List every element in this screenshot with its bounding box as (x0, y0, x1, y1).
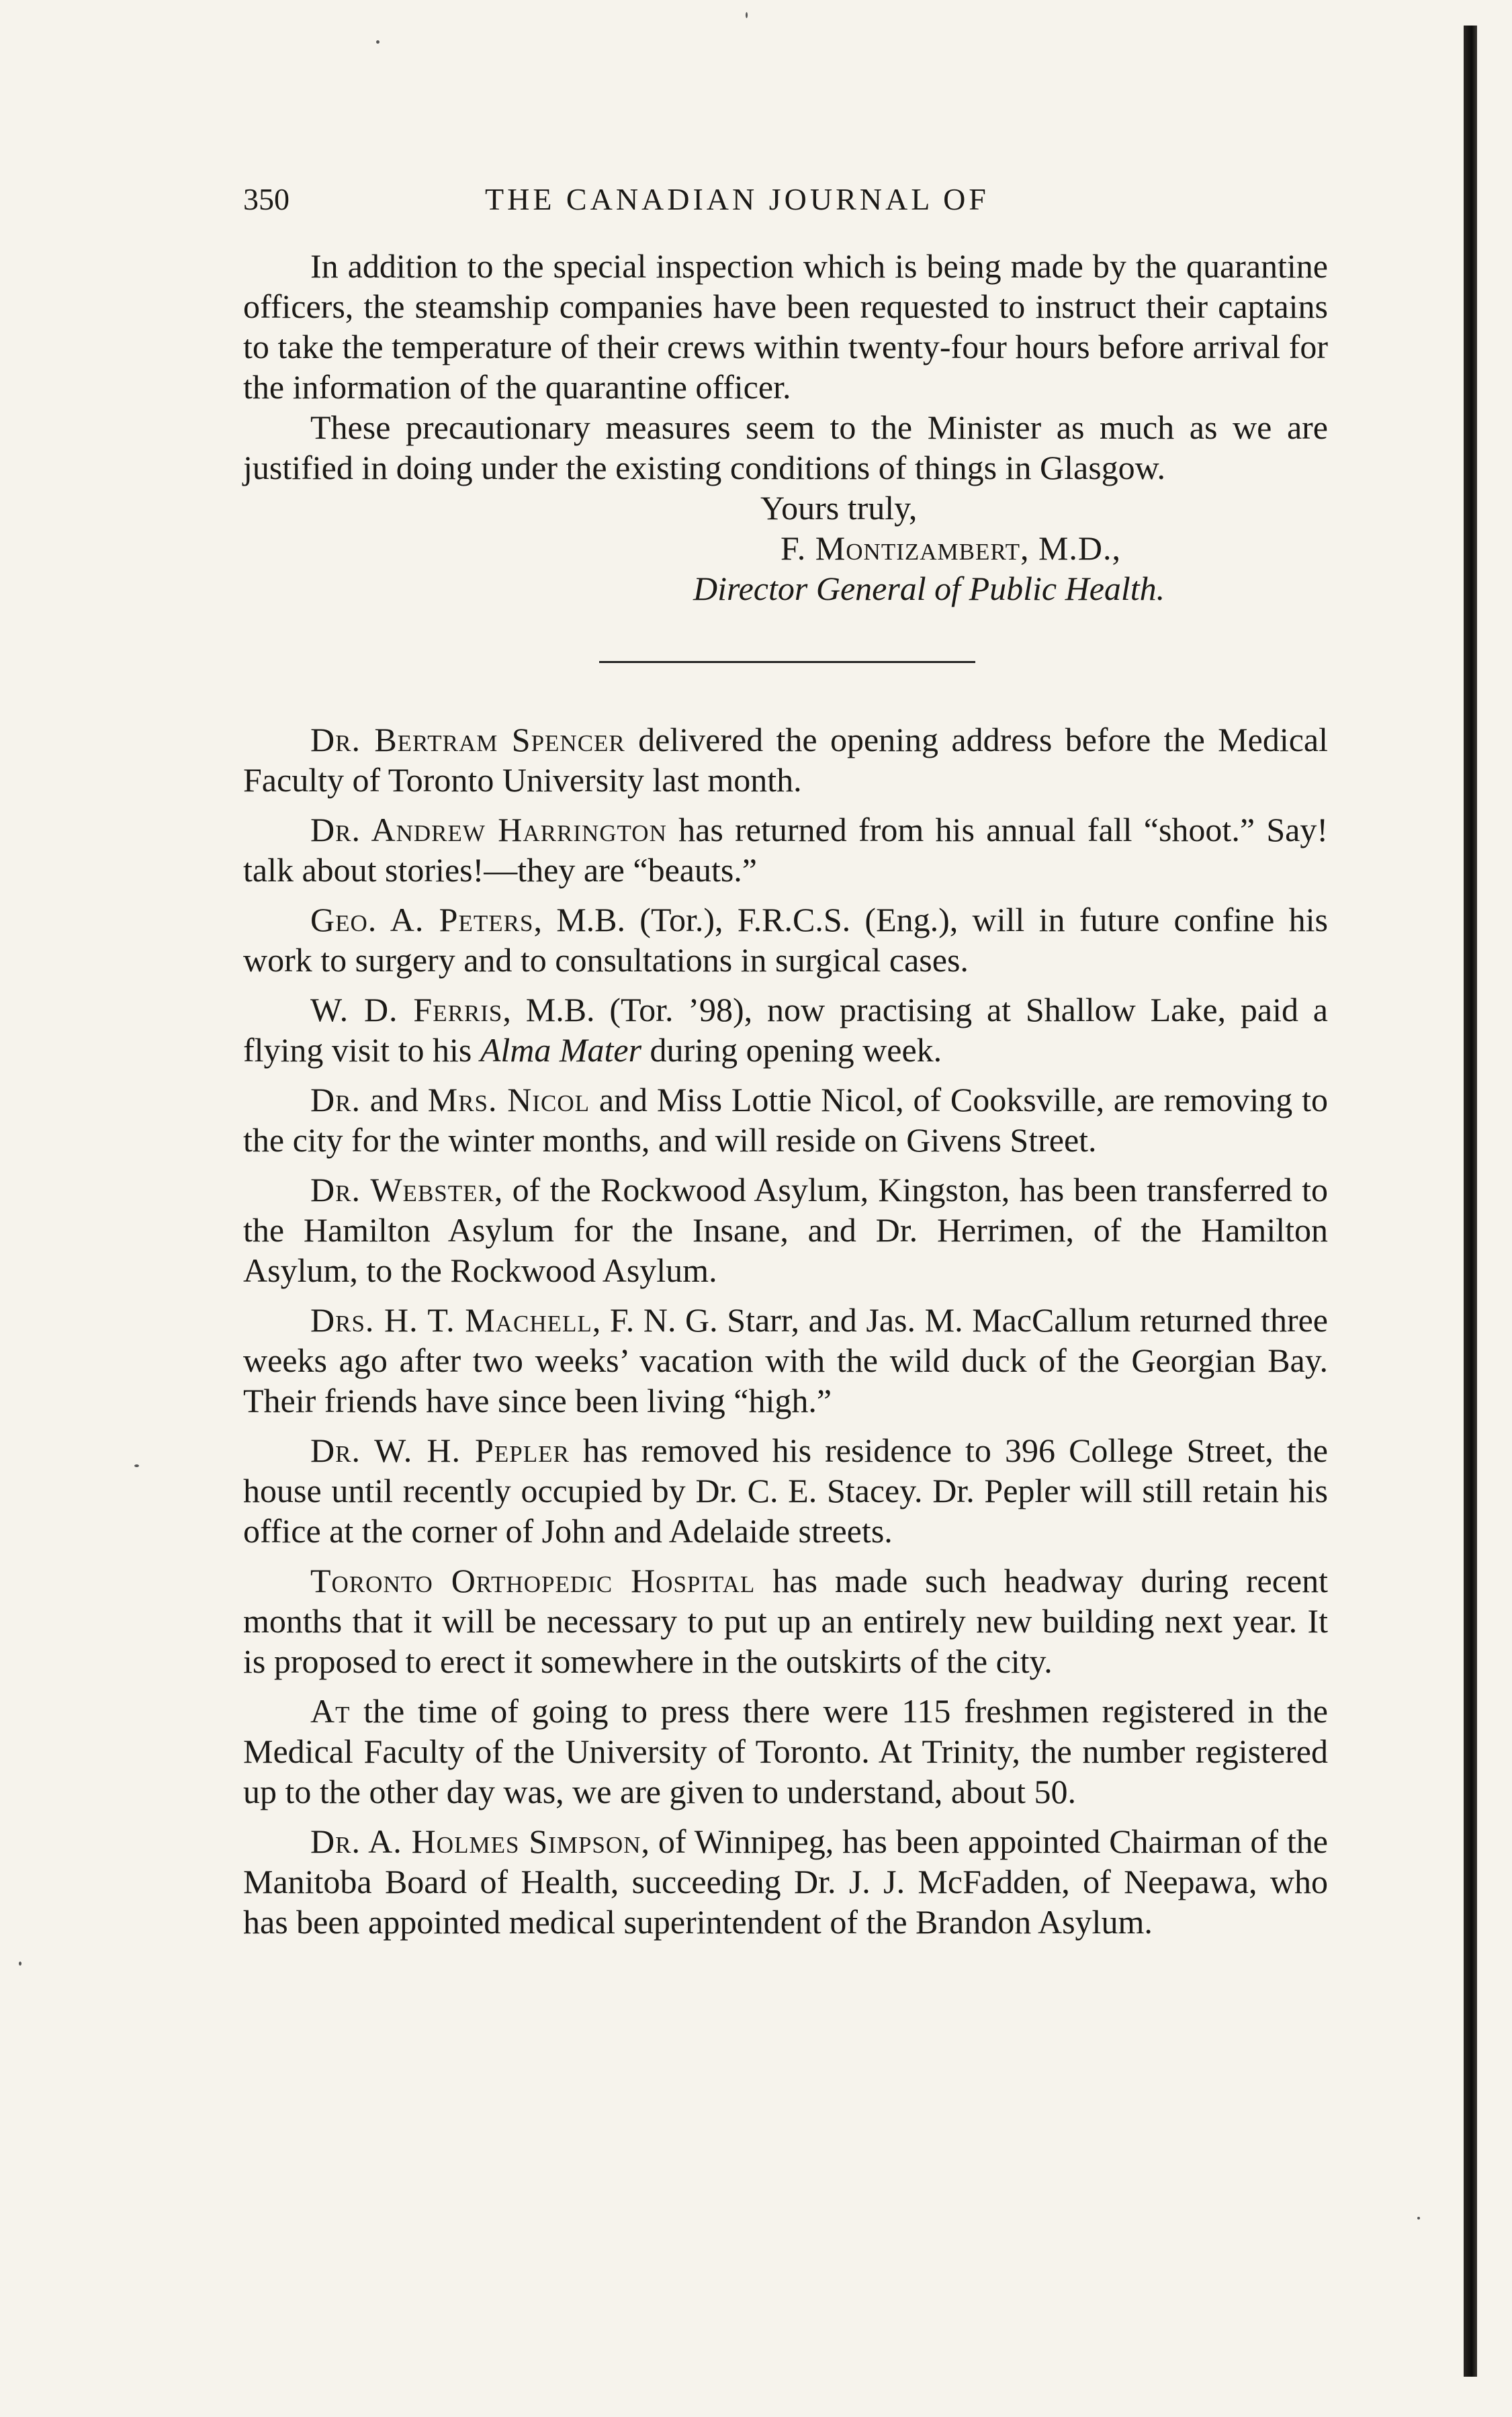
news-item (243, 1430, 1328, 1551)
scan-speck (19, 1962, 21, 1966)
news-item-lead: Toronto Orthopedic Hospital (310, 1562, 756, 1599)
news-item (243, 899, 1328, 980)
news-item-lead: Dr. Webster (310, 1171, 494, 1208)
news-item-text: , of the Rockwood Asylum, Kingston, has been transferred to the Hamilton Asylum for the Insane, and Dr. Herrimen, of the Hamilton Asylum, to the Rockwood Asylum. (243, 1171, 1328, 1289)
page-number: 350 (243, 182, 290, 216)
news-item-text: , M.B. (Tor. ’98), now practising at Shallow Lake, paid a flying visit to his (243, 991, 1328, 1069)
news-item (243, 1821, 1328, 1942)
news-item-text: the time of going to press there were 115 freshmen registered in the Medical Faculty of the University of Toronto. At Trinity, the number registered up to the other day was, we are given to understand, about 50. (243, 1692, 1328, 1810)
scan-speck (1417, 2217, 1420, 2220)
news-item-lead: Drs. H. T. Machell (310, 1301, 592, 1339)
news-item-tail: and Miss Lottie Nicol, of Cooksville, are removing to the city for the winter months, and will reside on Givens Street. (243, 1081, 1328, 1159)
letter-closing: Yours truly, (760, 489, 918, 527)
news-item-text: , F. N. G. Starr, and Jas. M. MacCallum returned three weeks ago after two weeks’ vacation with the wild duck of the Georgian Bay. Their friends have since been living “high.” (243, 1301, 1328, 1419)
news-item (243, 1080, 1328, 1160)
news-item-lead: Dr. A. Holmes Simpson (310, 1822, 641, 1860)
news-item (243, 1561, 1328, 1681)
news-item (243, 809, 1328, 890)
page-header (243, 181, 1328, 235)
news-item-text: , M.B. (Tor.), F.R.C.S. (Eng.), will in future confine his work to surgery and to consultations in surgical cases. (243, 901, 1328, 979)
news-item-lead: Dr. Bertram Spencer (310, 721, 625, 758)
scan-speck (134, 1464, 139, 1467)
news-items (243, 719, 1328, 1942)
news-item (243, 1691, 1328, 1812)
news-item-lead: W. D. Ferris (310, 991, 503, 1028)
news-item (243, 1170, 1328, 1290)
letter-paragraph: In addition to the special inspection which is being made by the quarantine officers, the steamship companies have been requested to instruct their captains to take the temperature of their crews within twenty-four hours before arrival for the information of the quarantine officer. (243, 247, 1328, 406)
section-divider (599, 661, 975, 663)
news-item-text: has returned from his annual fall “shoot.” Say! talk about stories!—they are “beauts.” (243, 811, 1328, 889)
news-item (243, 990, 1328, 1070)
news-item-text: has removed his residence to 396 College Street, the house until recently occupied by Dr. C. E. Stacey. Dr. Pepler will still retain his office at the corner of John and Adelaide streets. (243, 1432, 1328, 1550)
scan-speck (376, 40, 380, 44)
news-item-lead: At (310, 1692, 351, 1730)
scan-speck (746, 12, 748, 18)
news-item-lead: Dr. Andrew Harrington (310, 811, 667, 848)
news-item-lead-secondary: Mrs. Nicol (427, 1081, 590, 1118)
news-item-lead: Dr. (310, 1081, 361, 1118)
book-spine-shadow (1464, 26, 1477, 2377)
news-item (243, 1300, 1328, 1421)
news-item-lead: Geo. A. Peters (310, 901, 534, 938)
news-item-text: and (360, 1081, 428, 1118)
news-item-tail: during opening week. (641, 1031, 942, 1069)
news-item-text: delivered the opening address before the Medical Faculty of Toronto University last month. (243, 721, 1328, 799)
letter-section (243, 246, 1328, 609)
news-item-text: , of Winnipeg, has been appointed Chairman of the Manitoba Board of Health, succeeding Dr. J. J. McFadden, of Neepawa, who has been appointed medical superintendent of the Brandon Asylum. (243, 1822, 1328, 1941)
news-item (243, 719, 1328, 800)
running-head: THE CANADIAN JOURNAL OF (485, 182, 989, 216)
news-item-emphasis: Alma Mater (480, 1031, 642, 1069)
letter-signature: F. Montizambert, M.D., (781, 529, 1122, 567)
letter-paragraph: These precautionary measures seem to the Minister as much as we are justified in doing under the existing conditions of things in Glasgow. (243, 408, 1328, 486)
news-item-text: has made such headway during recent months that it will be necessary to put up an entirely new building next year. It is proposed to erect it somewhere in the outskirts of the city. (243, 1562, 1328, 1680)
news-item-lead: Dr. W. H. Pepler (310, 1432, 570, 1469)
letter-signature-title: Director General of Public Health. (693, 570, 1165, 607)
letter-closing-block (243, 488, 1328, 609)
page-body (243, 181, 1328, 1951)
